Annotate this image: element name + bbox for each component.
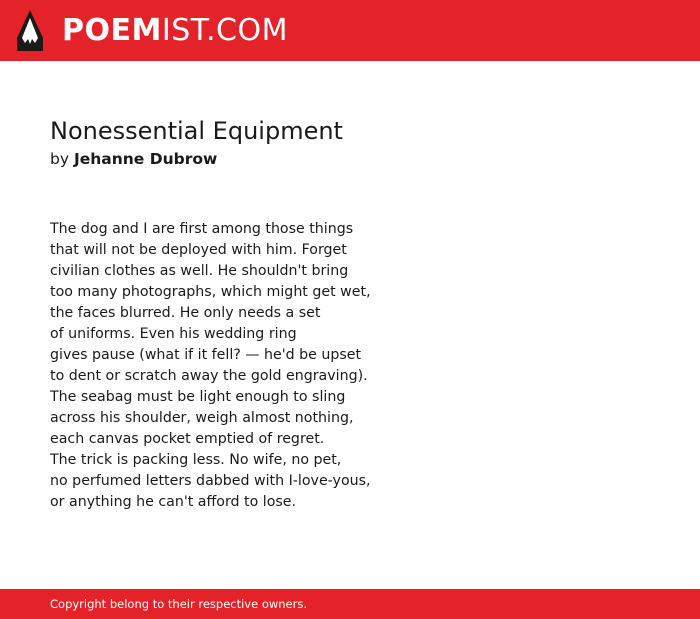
poem-line: or anything he can't afford to lose. (50, 494, 297, 510)
poem-line: that will not be deployed with him. Forget (50, 242, 347, 258)
poem-line: The dog and I are first among those things (50, 221, 354, 237)
poem-line: too many photographs, which might get wet, (50, 284, 371, 300)
poem-body (50, 219, 410, 513)
author-name: Jehanne Dubrow (73, 150, 218, 168)
poem-title: Nonessential Equipment (50, 117, 343, 145)
poem-line: no perfumed letters dabbed with I-love-yous, (50, 473, 371, 489)
poem-line: to dent or scratch away the gold engraving). (50, 368, 368, 384)
poem-line: each canvas pocket emptied of regret. (50, 431, 325, 447)
poem-line: gives pause (what if it fell? — he'd be upset (50, 347, 362, 363)
pencil-icon[interactable] (17, 10, 43, 51)
byline (50, 149, 217, 169)
poem-line: The seabag must be light enough to sling (50, 389, 346, 405)
poem-line: of uniforms. Even his wedding ring (50, 326, 297, 342)
site-logo[interactable] (62, 11, 288, 51)
poem-line: the faces blurred. He only needs a set (50, 305, 321, 321)
site-header (0, 0, 700, 61)
logo-bold-text: POEM (62, 13, 162, 48)
poem-line: The trick is packing less. No wife, no pet, (50, 452, 342, 468)
copyright-notice: Copyright belong to their respective owners. (50, 597, 308, 611)
poem-line: across his shoulder, weigh almost nothing, (50, 410, 354, 426)
site-footer (0, 589, 700, 619)
logo-light-text: IST.COM (161, 13, 288, 48)
byline-prefix: by (50, 150, 70, 168)
poem-line: civilian clothes as well. He shouldn't bring (50, 263, 349, 279)
